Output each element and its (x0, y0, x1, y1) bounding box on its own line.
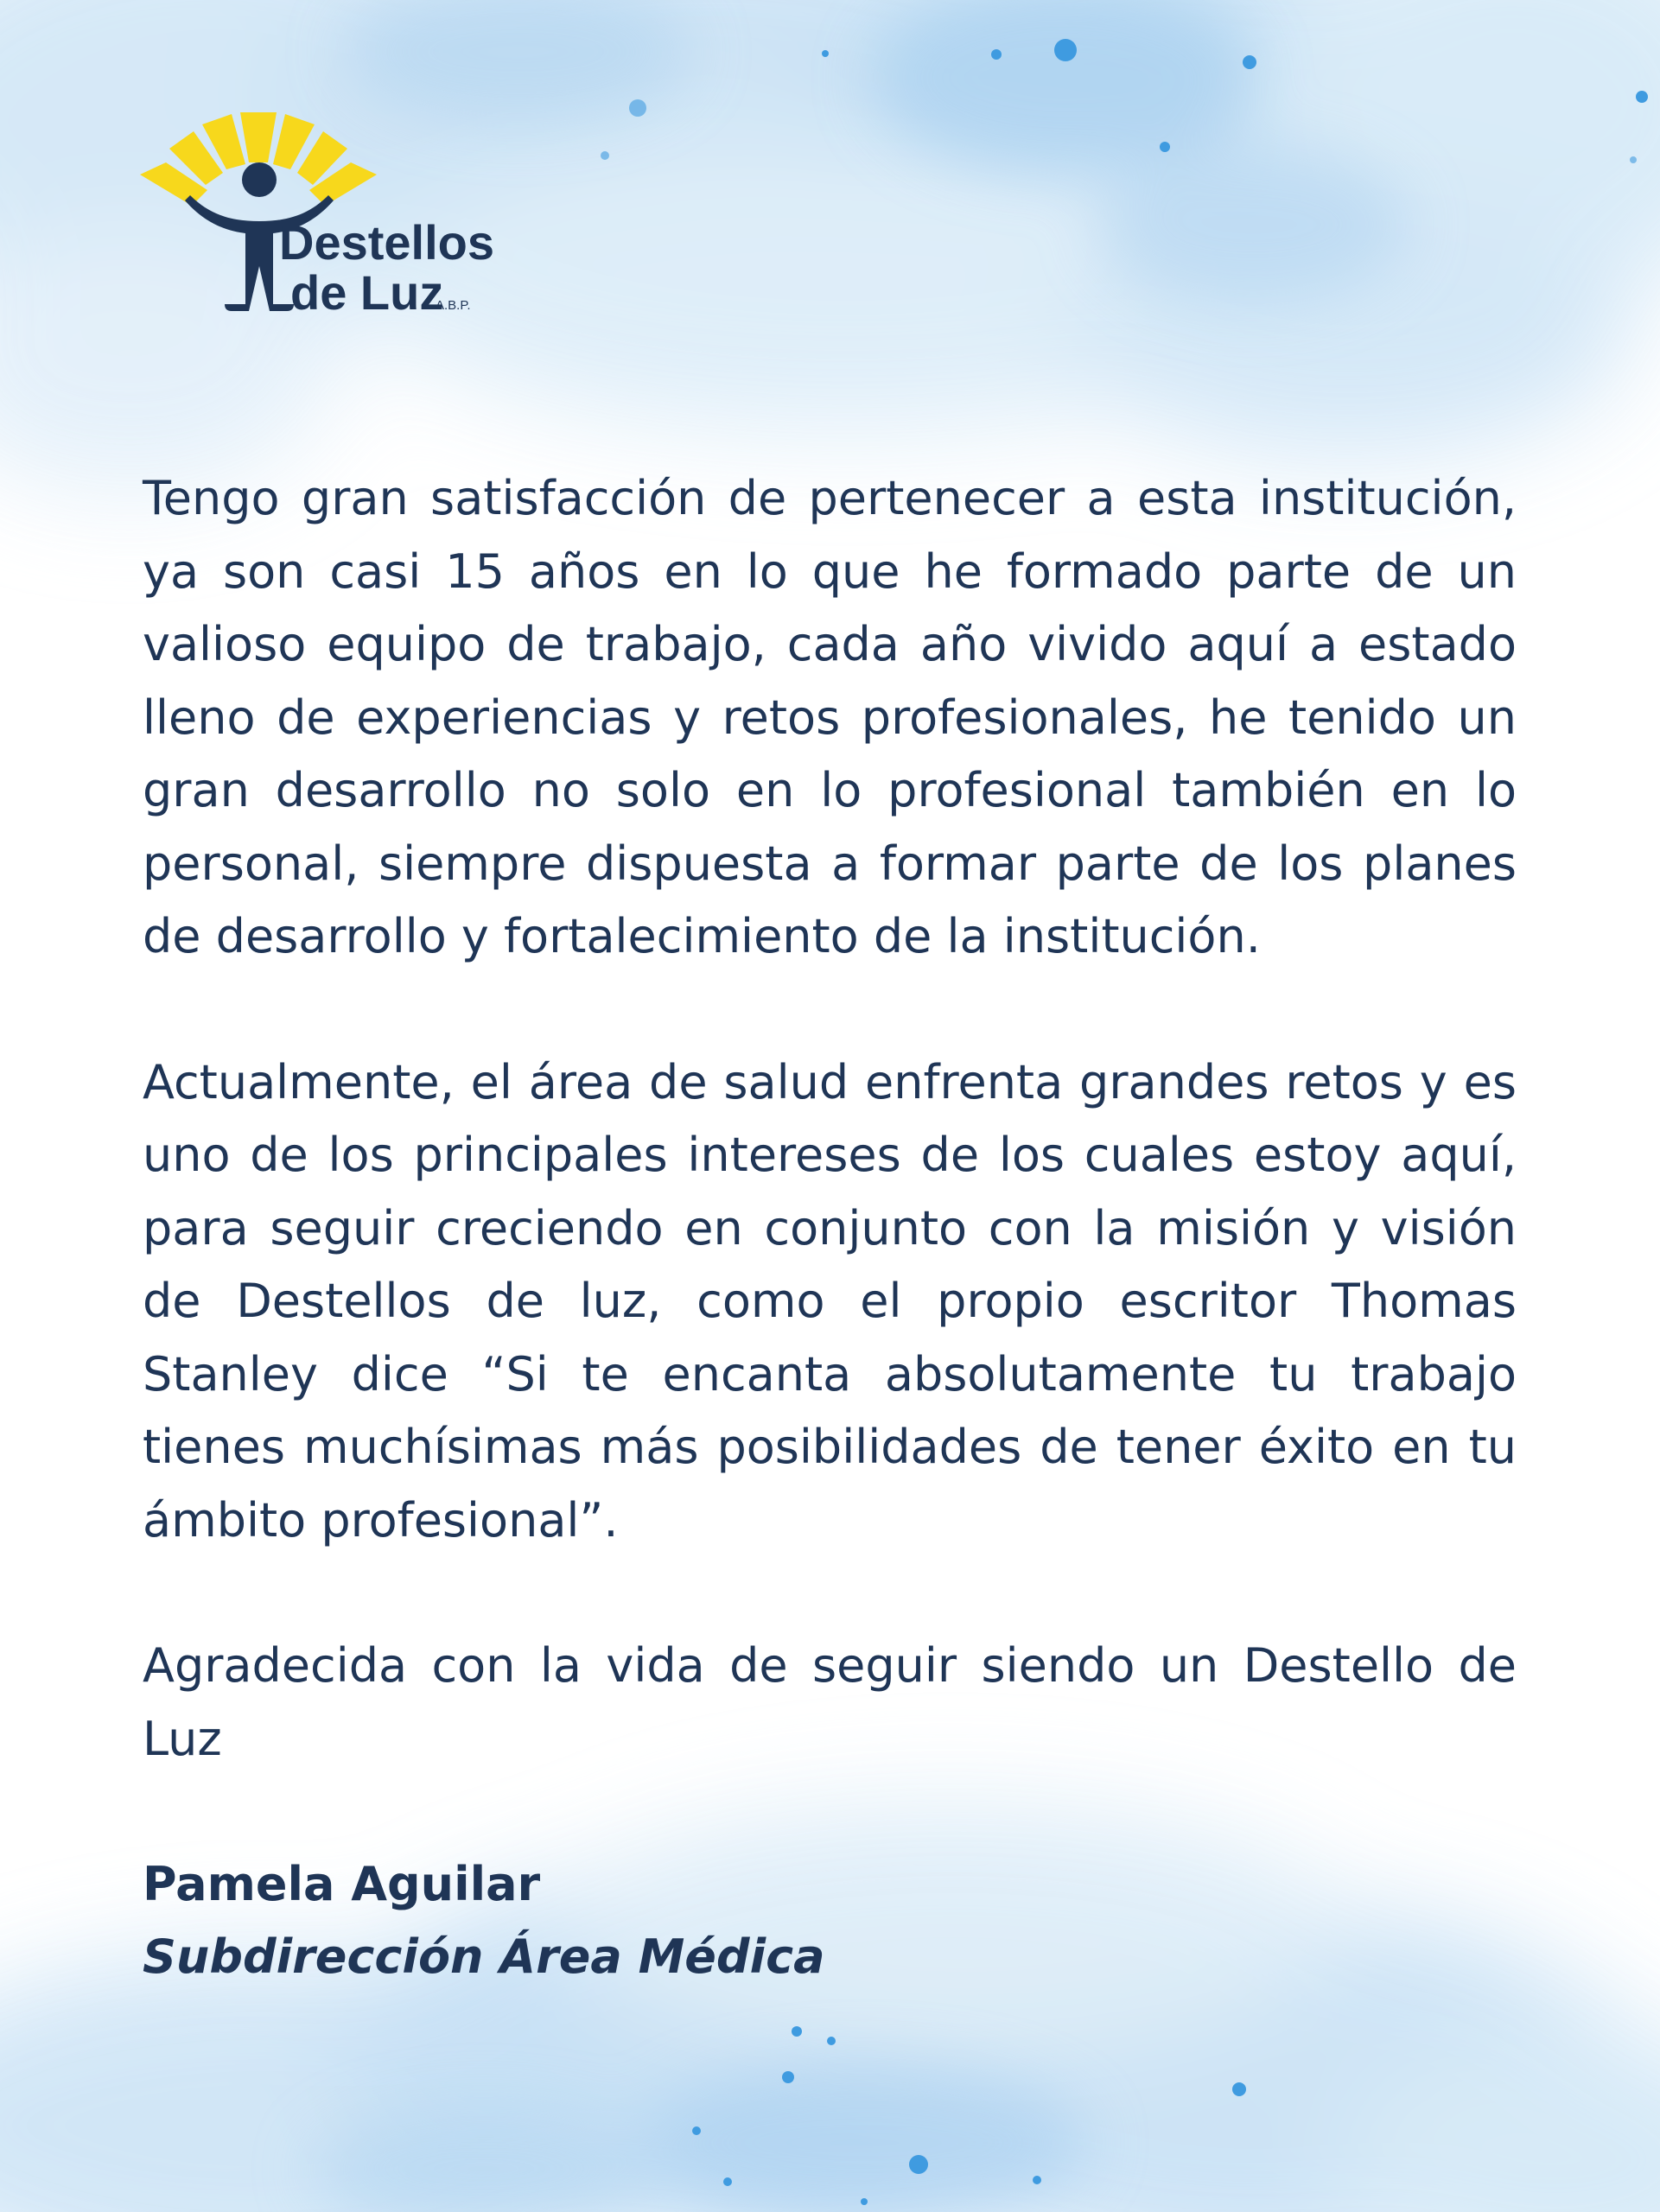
signature-name: Pamela Aguilar (143, 1857, 541, 1911)
letter-paragraph-1: Tengo gran satisfacción de pertenecer a esta institución, ya son casi 15 años en lo que he formado parte de un valioso equipo de trabajo, cada año vivido aquí a estado lleno de experiencias y retos profesionales, he tenido un gran desarrollo no solo en lo profesional también en lo personal, siempre dispuesta a formar parte de los planes de desarrollo y fortalecimiento de la institución. (143, 471, 1517, 963)
letter-body (143, 462, 1517, 1993)
logo-text-line2: de Luz (290, 265, 444, 320)
letter-paragraph-2: Actualmente, el área de salud enfrenta grandes retos y es uno de los principales intereses de los cuales estoy aquí, para seguir creciendo en conjunto con la misión y visión de Destellos de luz, como el propio escritor Thomas Stanley dice “Si te encanta absolutamente tu trabajo tienes muchísimas más posibilidades de tener éxito en tu ámbito profesional”. (143, 1054, 1517, 1548)
signature-block (143, 1848, 1517, 1993)
logo-text-line1: Destellos (279, 215, 494, 270)
signature-role: Subdirección Área Médica (143, 1929, 825, 1984)
destellos-de-luz-logo (138, 112, 501, 328)
letter-paragraph-3: Agradecida con la vida de seguir siendo un Destello de Luz (143, 1638, 1517, 1766)
logo-suffix: A.B.P. (436, 298, 471, 313)
